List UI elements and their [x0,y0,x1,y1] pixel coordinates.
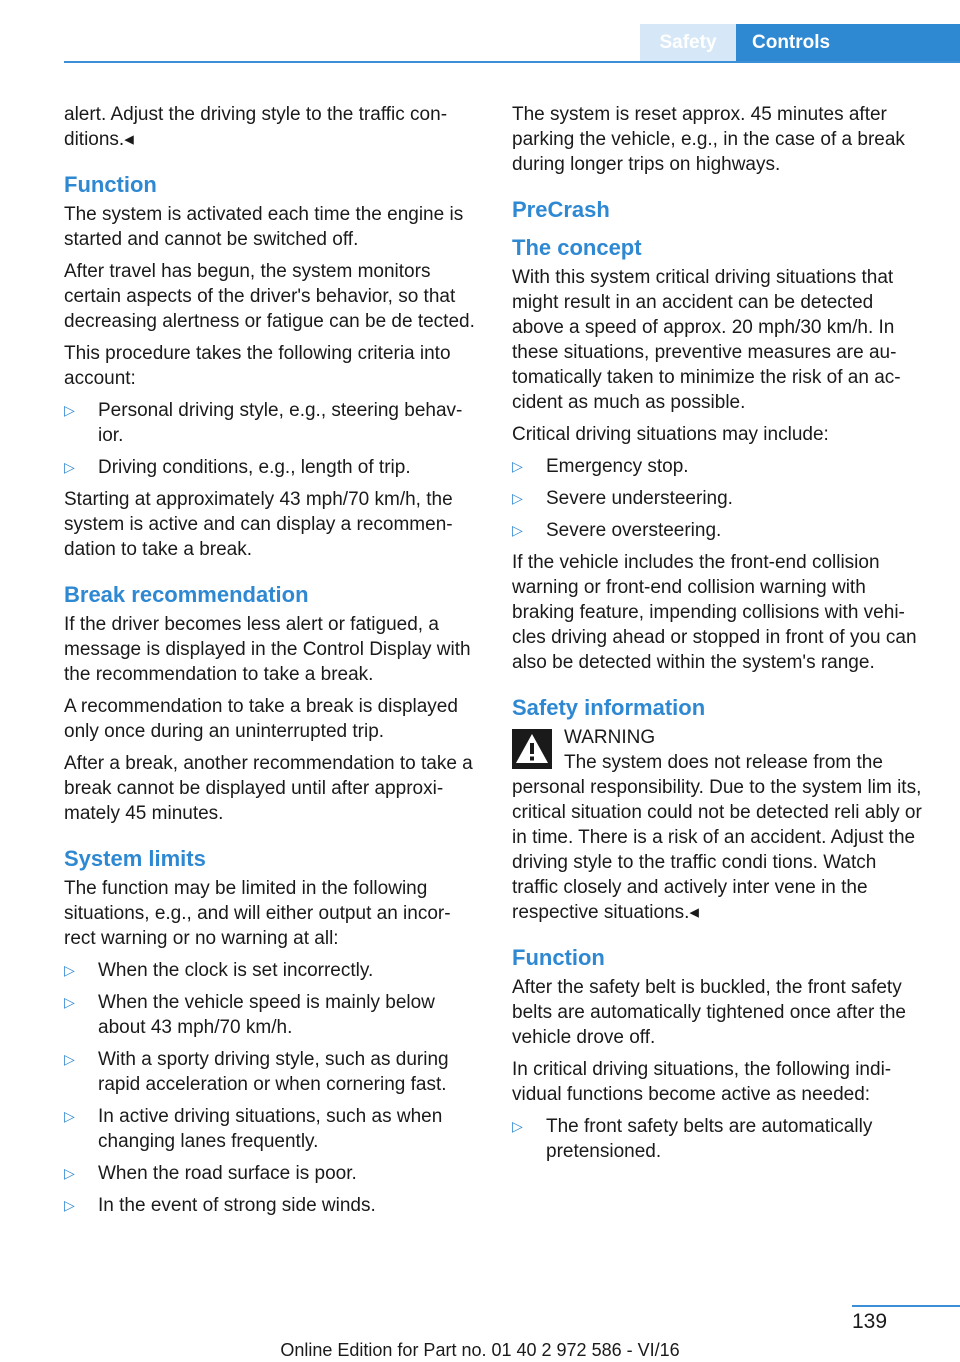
heading-function: Function [64,172,157,197]
heading-function: Function [512,945,605,970]
heading-system-limits: System limits [64,846,206,871]
right-column [512,102,926,1171]
bullet-triangle-icon: ▷ [64,1108,75,1124]
list-item [512,486,926,511]
list-item-text: In active driving situations, such as when changing lanes frequently. [98,1106,443,1152]
bullet-triangle-icon: ▷ [64,1165,75,1181]
bullet-triangle-icon: ▷ [64,1051,75,1067]
page-number: 139 [852,1310,888,1333]
paragraph: The function may be limited in the following situations, e.g., and will either output an incor rect warning or no warning at all: [64,878,451,949]
list-item [64,958,478,983]
list-item [64,455,478,480]
list-item-text: Severe understeering. [546,488,733,509]
list-item [64,990,478,1040]
bullet-triangle-icon: ▷ [512,458,523,474]
bullet-triangle-icon: ▷ [512,522,523,538]
bullet-triangle-icon: ▷ [64,402,75,418]
paragraph: alert. Adjust the driving style to the traffic con ditions.◂ [64,104,448,150]
paragraph: In critical driving situations, the following indi vidual functions become active as needed: [512,1059,892,1105]
warning-text: The system does not release from the personal responsibility. Due to the system lim its, critical situation could not be detected reli ably or in time. There is a risk of an accident. Adjust the driving style to the traffic condi tions. Watch traffic closely and actively inter vene in the respective situations.◂ [512,752,922,923]
header-rule [64,61,960,63]
list-item-text: Personal driving style, e.g., steering behav ior. [98,400,463,446]
list-item-text: In the event of strong side winds. [98,1195,376,1216]
left-column [64,102,478,1225]
bullet-triangle-icon: ▷ [512,490,523,506]
list-item [64,1193,478,1218]
warning-title: WARNING [564,727,656,748]
heading-safety-information: Safety information [512,695,706,720]
list-item [512,518,926,543]
list-item [64,1047,478,1097]
list-item [64,398,478,448]
paragraph: Critical driving situations may include: [512,424,829,445]
limits-list [64,958,478,1218]
paragraph: The system is activated each time the engine is started and cannot be switched off. [64,204,464,250]
paragraph: If the vehicle includes the front-end collision warning or front-end collision warning with braking feature, impending collisions with vehi cles driving ahead or stopped in front of you can also be detected within the system's range. [512,552,917,673]
paragraph: A recommendation to take a break is displayed only once during an uninterrupted trip. [64,696,458,742]
list-item-text: When the vehicle speed is mainly below about 43 mph/70 km/h. [98,992,435,1038]
heading-break-recommendation: Break recommendation [64,582,309,607]
paragraph: The system is reset approx. 45 minutes after parking the vehicle, e.g., in the case of a break during longer trips on highways. [512,104,905,175]
list-item [512,1114,926,1164]
situations-list [512,454,926,543]
paragraph: After a break, another recommendation to take a break cannot be displayed until after approxi mately 45 minutes. [64,753,473,824]
bullet-triangle-icon: ▷ [64,459,75,475]
heading-the-concept: The concept [512,235,642,260]
criteria-list [64,398,478,480]
tab-safety: Safety [640,24,736,61]
warning-box [512,725,926,925]
bullet-triangle-icon: ▷ [64,994,75,1010]
paragraph: With this system critical driving situations that might result in an accident can be detected above a speed of approx. 20 mph/30 km/h. In these situations, preventive measures are au tomatically taken to minimize the risk of an ac cident as much as possible. [512,267,901,413]
bullet-triangle-icon: ▷ [512,1118,523,1134]
list-item-text: Emergency stop. [546,456,689,477]
list-item [512,454,926,479]
functions-list [512,1114,926,1164]
list-item-text: When the road surface is poor. [98,1163,357,1184]
list-item-text: Severe oversteering. [546,520,722,541]
footer-edition: Online Edition for Part no. 01 40 2 972 586 - VI/16 [280,1340,680,1360]
bullet-triangle-icon: ▷ [64,962,75,978]
paragraph: After the safety belt is buckled, the front safety belts are automatically tightened once after the vehicle drove off. [512,977,906,1048]
paragraph: After travel has begun, the system monitors certain aspects of the driver's behavior, so that decreasing alertness or fatigue can be de tected. [64,261,475,332]
paragraph: If the driver becomes less alert or fatigued, a message is displayed in the Control Display with the recommendation to take a break. [64,614,471,685]
warning-icon [512,729,552,769]
list-item-text: Driving conditions, e.g., length of trip. [98,457,411,478]
heading-precrash: PreCrash [512,197,610,222]
footer-rule [852,1305,960,1307]
list-item-text: The front safety belts are automatically pretensioned. [546,1116,873,1162]
paragraph: This procedure takes the following criteria into account: [64,343,451,389]
list-item-text: With a sporty driving style, such as during rapid acceleration or when cornering fast. [98,1049,449,1095]
paragraph: Starting at approximately 43 mph/70 km/h, the system is active and can display a recommen dation to take a break. [64,489,453,560]
bullet-triangle-icon: ▷ [64,1197,75,1213]
list-item-text: When the clock is set incorrectly. [98,960,374,981]
list-item [64,1104,478,1154]
page-header [0,0,960,64]
tab-controls: Controls [736,24,960,61]
list-item [64,1161,478,1186]
